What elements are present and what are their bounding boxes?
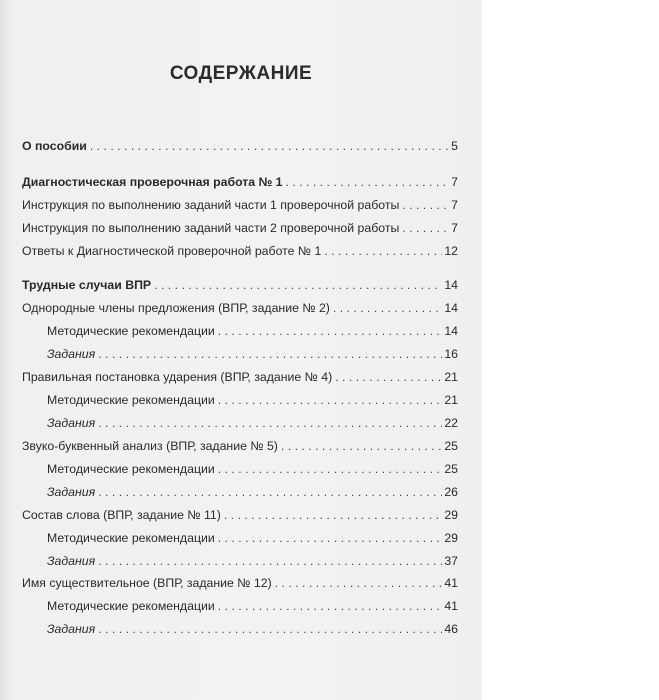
toc-entry[interactable] [47,530,458,546]
dot-leader [218,461,443,477]
toc-entry-page: 41 [444,599,458,613]
dot-leader [218,598,443,614]
toc-entry-title: Ответы к Диагностической проверочной работе № 1 [22,244,322,258]
toc-entry-title: Методические рекомендации [47,462,215,476]
toc-entry[interactable] [22,575,458,591]
toc-entry-title: Методические рекомендации [47,324,215,338]
toc-entry[interactable] [47,323,458,339]
page-title: СОДЕРЖАНИЕ [169,63,313,84]
toc-entry-title: Задания [47,347,96,361]
toc-entry[interactable] [22,138,458,154]
dot-leader [98,621,442,637]
toc-entry-page: 12 [444,244,458,258]
toc-entry-page: 46 [444,622,458,636]
toc-entry-page: 21 [444,393,458,407]
toc-entry-page: 5 [451,139,458,153]
dot-leader [218,392,443,408]
toc-entry-title: Звуко-буквенный анализ (ВПР, задание № 5) [22,439,278,453]
dot-leader [286,174,450,190]
toc-entry-page: 7 [451,175,458,189]
toc-entry-page: 14 [444,324,458,338]
toc-entry[interactable] [47,598,458,614]
toc-entry[interactable] [22,507,458,523]
toc-entry-title: Инструкция по выполнению заданий части 2 проверочной работы [22,221,400,235]
dot-leader [218,530,443,546]
toc-entry-title: Имя существительное (ВПР, задание № 12) [22,576,272,590]
dot-leader [324,243,442,259]
toc-entry[interactable] [22,277,458,293]
toc-entry[interactable] [22,369,458,385]
toc-entry[interactable] [47,392,458,408]
toc-entry-page: 14 [444,278,458,292]
toc-entry-title: Правильная постановка ударения (ВПР, задание № 4) [22,370,333,384]
toc-entry[interactable] [47,461,458,477]
toc-entry-page: 7 [451,221,458,235]
dot-leader [275,575,443,591]
dot-leader [90,138,449,154]
toc-entry-page: 41 [444,576,458,590]
toc-entry-title: О пособии [22,139,87,153]
toc-entry-page: 7 [451,198,458,212]
dot-leader [98,484,442,500]
toc-entry[interactable] [22,300,458,316]
toc-entry[interactable] [47,346,458,362]
dot-leader [333,300,442,316]
dot-leader [98,553,442,569]
dot-leader [335,369,442,385]
toc-entry-title: Методические рекомендации [47,531,215,545]
dot-leader [281,438,442,454]
toc-entry-title: Задания [47,554,96,568]
toc-entry-page: 22 [444,416,458,430]
toc-entry-page: 26 [444,485,458,499]
toc-entry-title: Методические рекомендации [47,393,215,407]
toc-entry-page: 29 [444,531,458,545]
toc-entry[interactable] [22,220,458,236]
toc-entry-title: Методические рекомендации [47,599,215,613]
dot-leader [154,277,442,293]
toc-entry[interactable] [22,174,458,190]
toc-entry-page: 14 [444,301,458,315]
toc-entry[interactable] [47,484,458,500]
toc-entry-title: Задания [47,622,96,636]
toc-entry-title: Задания [47,416,96,430]
dot-leader [98,346,442,362]
toc-entry[interactable] [22,197,458,213]
toc-entry-title: Однородные члены предложения (ВПР, задание № 2) [22,301,330,315]
toc-entry[interactable] [47,621,458,637]
toc-entry-title: Состав слова (ВПР, задание № 11) [22,508,221,522]
toc-entry-page: 16 [444,347,458,361]
dot-leader [218,323,443,339]
toc-entry-title: Диагностическая проверочная работа № 1 [22,175,283,189]
toc-entry-title: Инструкция по выполнению заданий части 1 проверочной работы [22,198,400,212]
toc-entry-title: Трудные случаи ВПР [22,278,152,292]
toc-entry-page: 37 [444,554,458,568]
toc-entry[interactable] [22,243,458,259]
toc-entry-page: 25 [444,439,458,453]
dot-leader [402,197,449,213]
toc-entry-page: 21 [444,370,458,384]
toc-entry[interactable] [22,438,458,454]
toc-entry-page: 29 [444,508,458,522]
toc-entry-page: 25 [444,462,458,476]
dot-leader [402,220,449,236]
toc-entry[interactable] [47,415,458,431]
toc-entry[interactable] [47,553,458,569]
toc-entry-title: Задания [47,485,96,499]
dot-leader [224,507,442,523]
dot-leader [98,415,442,431]
